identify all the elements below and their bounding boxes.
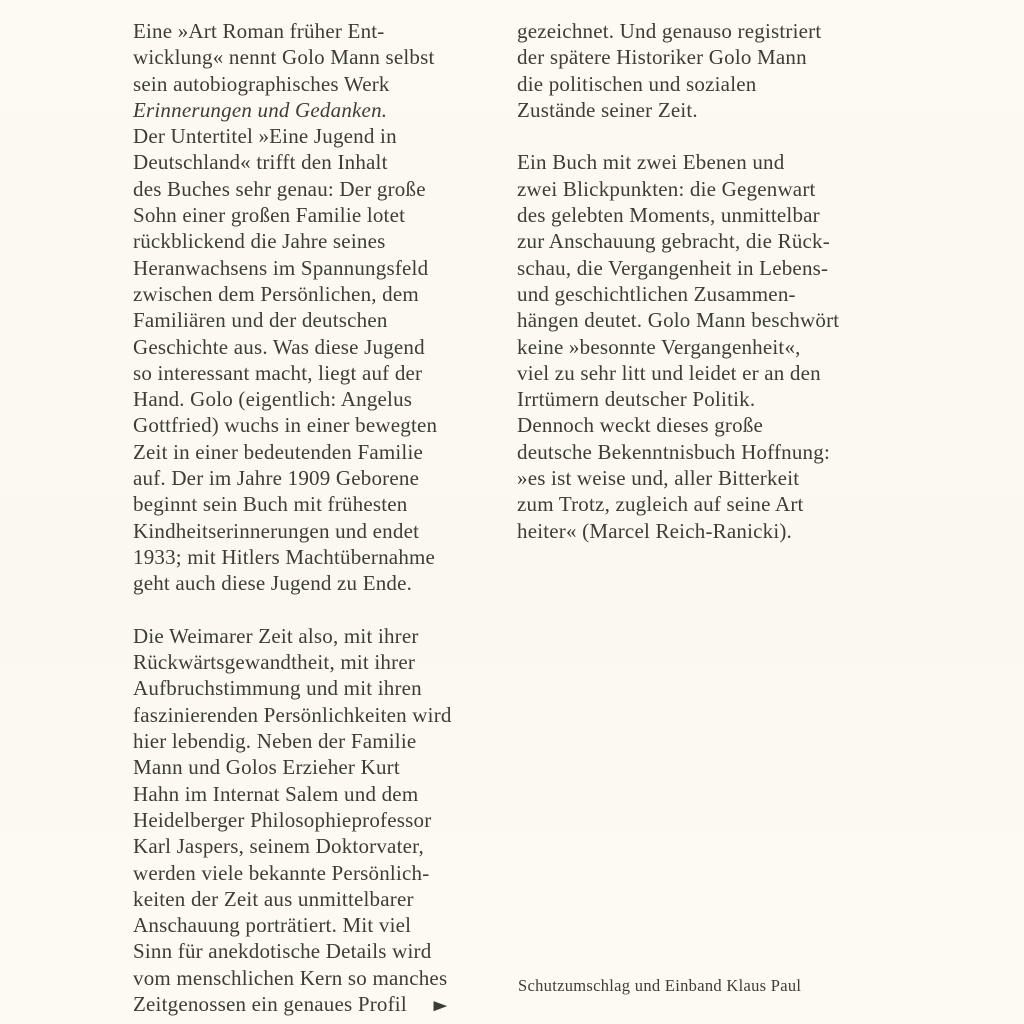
text-line: »es ist weise und, aller Bitterkeit (517, 466, 800, 491)
text-line: Zeitgenossen ein genaues Profil ► (133, 991, 508, 1017)
text-line: Heidelberger Philosophieprofessor (133, 807, 432, 832)
continuation-arrow-icon: ► (428, 995, 452, 1015)
text-line: 1933; mit Hitlers Machtübernahme (133, 544, 436, 569)
text-line: beginnt sein Buch mit frühesten (133, 492, 408, 517)
left-text-column (133, 18, 508, 1017)
text-line: sein autobiographisches Werk (133, 71, 390, 96)
text-line: des Buches sehr genau: Der große (133, 176, 426, 201)
text-line: Mann und Golos Erzieher Kurt (133, 755, 400, 780)
text-line: gezeichnet. Und genauso registriert (517, 19, 822, 43)
text-line: Karl Jaspers, seinem Doktorvater, (133, 834, 424, 859)
text-line: viel zu sehr litt und leidet er an den (517, 360, 821, 385)
text-line: Ein Buch mit zwei Ebenen und (517, 150, 785, 175)
text-line: Rückwärtsgewandtheit, mit ihrer (133, 650, 416, 675)
text-line: deutsche Bekenntnisbuch Hoffnung: (517, 439, 830, 464)
text-line: keine »besonnte Vergangenheit«, (517, 334, 801, 359)
text-line: schau, die Vergangenheit in Lebens- (517, 255, 829, 280)
text-line: werden viele bekannte Persönlich- (133, 860, 430, 885)
text-line: Geschichte aus. Was diese Jugend (133, 334, 425, 359)
paragraph (517, 149, 907, 543)
text-line: Aufbruchstimmung und mit ihren (133, 676, 422, 701)
text-line: heiter« (Marcel Reich-Ranicki). (517, 518, 792, 543)
text-line: zur Anschauung gebracht, die Rück- (517, 229, 830, 254)
paragraph (133, 623, 508, 1017)
paragraph (133, 18, 508, 597)
text-line: Anschauung porträtiert. Mit viel (133, 913, 412, 938)
text-line: auf. Der im Jahre 1909 Geborene (133, 466, 420, 491)
text-line: Deutschland« trifft den Inhalt (133, 150, 388, 175)
text-line: rückblickend die Jahre seines (133, 229, 386, 254)
text-line: vom menschlichen Kern so manches (133, 965, 448, 990)
text-line: wicklung« nennt Golo Mann selbst (133, 45, 435, 70)
text-line: Dennoch weckt dieses große (517, 413, 764, 438)
text-line: hängen deutet. Golo Mann beschwört (517, 308, 840, 333)
text-line: Irrtümern deutscher Politik. (517, 387, 756, 412)
text-line: zwei Blickpunkten: die Gegenwart (517, 176, 816, 201)
text-line: der spätere Historiker Golo Mann (517, 45, 807, 70)
text-line: die politischen und sozialen (517, 71, 757, 96)
text-line: Eine »Art Roman früher Ent- (133, 19, 385, 43)
text-line: Die Weimarer Zeit also, mit ihrer (133, 623, 419, 648)
text-line: Kindheitserinnerungen und endet (133, 518, 420, 543)
text-line: des gelebten Moments, unmittelbar (517, 203, 820, 228)
text-line: Heranwachsens im Spannungsfeld (133, 255, 429, 280)
text-line: Der Untertitel »Eine Jugend in (133, 124, 397, 149)
text-line: zwischen dem Persönlichen, dem (133, 281, 419, 306)
text-line: Hand. Golo (eigentlich: Angelus (133, 387, 413, 412)
right-text-column (517, 18, 907, 544)
text-line: faszinierenden Persönlichkeiten wird (133, 702, 452, 727)
paragraph (517, 18, 907, 123)
text-line: Hahn im Internat Salem und dem (133, 781, 419, 806)
text-line: und geschichtlichen Zusammen- (517, 281, 796, 306)
text-line: keiten der Zeit aus unmittelbarer (133, 886, 414, 911)
text-line: zum Trotz, zugleich auf seine Art (517, 492, 804, 517)
text-line: Sohn einer großen Familie lotet (133, 203, 406, 228)
text-line: Sinn für anekdotische Details wird (133, 939, 432, 964)
text-line: hier lebendig. Neben der Familie (133, 729, 417, 754)
colophon-caption: Schutzumschlag und Einband Klaus Paul (518, 976, 802, 995)
text-line: Gottfried) wuchs in einer bewegten (133, 413, 438, 438)
text-line: so interessant macht, liegt auf der (133, 360, 423, 385)
text-line: Erinnerungen und Gedanken. (133, 97, 388, 122)
text-line: geht auch diese Jugend zu Ende. (133, 571, 413, 596)
text-line: Zeit in einer bedeutenden Familie (133, 439, 423, 464)
text-line: Familiären und der deutschen (133, 308, 388, 333)
text-line: Zustände seiner Zeit. (517, 97, 698, 122)
